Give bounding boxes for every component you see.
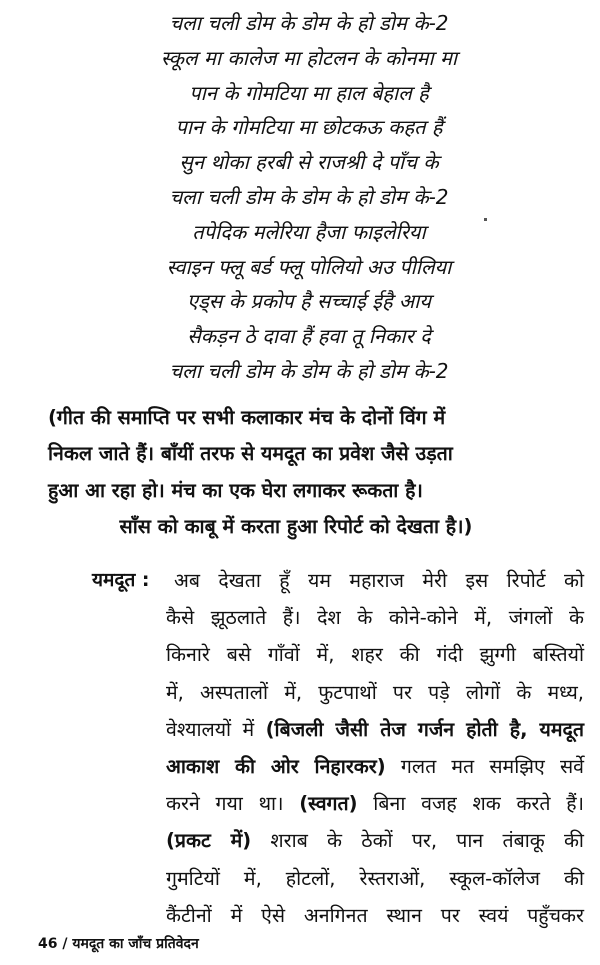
inline-stage-direction: (प्रकट में) [166, 829, 252, 853]
inline-stage-direction: (बिजली जैसी तेज गर्जन होती है, यमदूत [265, 717, 584, 741]
verse-line: स्वाइन फ्लू बर्ड फ्लू पोलियो अउ पीलिया [166, 254, 452, 279]
dialogue-text: करने गया था। [166, 792, 300, 816]
dialogue-line: कैंटीनों में ऐसे अनगिनत स्थान पर स्वयं पहुँचकर [166, 903, 584, 927]
dialogue-line: में, अस्पतालों में, फुटपाथों पर पड़े लोगों के मध्य, [166, 680, 584, 704]
stage-direction [48, 400, 564, 546]
verse-line: सैकड़न ठे दावा हैं हवा तू निकार दे [187, 324, 431, 349]
dialogue-line [166, 822, 584, 859]
verse-line: एड्स के प्रकोप है सच्चाई ईहै आय [187, 289, 431, 314]
dialogue-text: बिना वजह शक करते हैं। [357, 792, 584, 816]
print-speck [484, 218, 487, 221]
verse-line: चला चली डोम के डोम के हो डोम के-2 [169, 11, 449, 35]
page-footer: 46 / यमदूत का जाँच प्रतिवेदन [38, 936, 199, 952]
dialogue-text: गलत मत समझिए सर्वे [385, 754, 585, 778]
stage-line: निकल जाते हैं। बाँयीं तरफ से यमदूत का प्रवेश जैसे उड़ता [48, 442, 453, 466]
dialogue-line: गुमटियों में, होटलों, रेस्तराओं, स्कूल-कॉलेज की [166, 866, 584, 890]
dialogue-text: वेश्यालयों में [166, 717, 266, 741]
dialogue-line [166, 711, 584, 748]
verse-line: स्कूल मा कालेज मा होटलन के कोनमा मा [160, 45, 458, 70]
dialogue-text: शराब के ठेकों पर, पान तंबाकू की [251, 829, 584, 853]
dialogue-line: अब देखता हूँ यम महाराज मेरी इस रिपोर्ट को [174, 569, 584, 592]
verse-line: चला चली डोम के डोम के हो डोम के-2 [169, 358, 449, 383]
stage-line: साँस को काबू में करता हुआ रिपोर्ट को देखता है।) [119, 515, 473, 539]
dialogue-line [166, 785, 584, 822]
inline-stage-direction: आकाश की ओर निहारकर) [166, 754, 386, 778]
stage-line: (गीत की समाप्ति पर सभी कलाकार मंच के दोनों विंग में [48, 406, 446, 429]
dialogue-line [166, 748, 584, 785]
song-verse [0, 6, 600, 389]
verse-line: पान के गोमटिया मा हाल बेहाल है [189, 80, 429, 105]
stage-line: हुआ आ रहा हो। मंच का एक घेरा लगाकर रूकता है। [48, 478, 423, 502]
dialogue-line: किनारे बसे गाँवों में, शहर की गंदी झुग्गी बस्तियों [166, 643, 584, 667]
verse-line: पान के गोमटिया मा छोटकऊ कहत हैं [175, 115, 443, 140]
dialogue-block [166, 562, 584, 934]
dialogue-line: कैसे झूठलाते हैं। देश के कोने-कोने में, जंगलों के [166, 606, 584, 630]
verse-line: सुन थोका हरबी से राजश्री दे पाँच के [179, 150, 439, 175]
verse-line: चला चली डोम के डोम के हो डोम के-2 [169, 184, 449, 209]
speaker-name: यमदूत : [92, 569, 150, 591]
inline-stage-direction: (स्वगत) [299, 792, 358, 816]
verse-line: तपेदिक मलेरिया हैजा फाइलेरिया [192, 219, 426, 244]
